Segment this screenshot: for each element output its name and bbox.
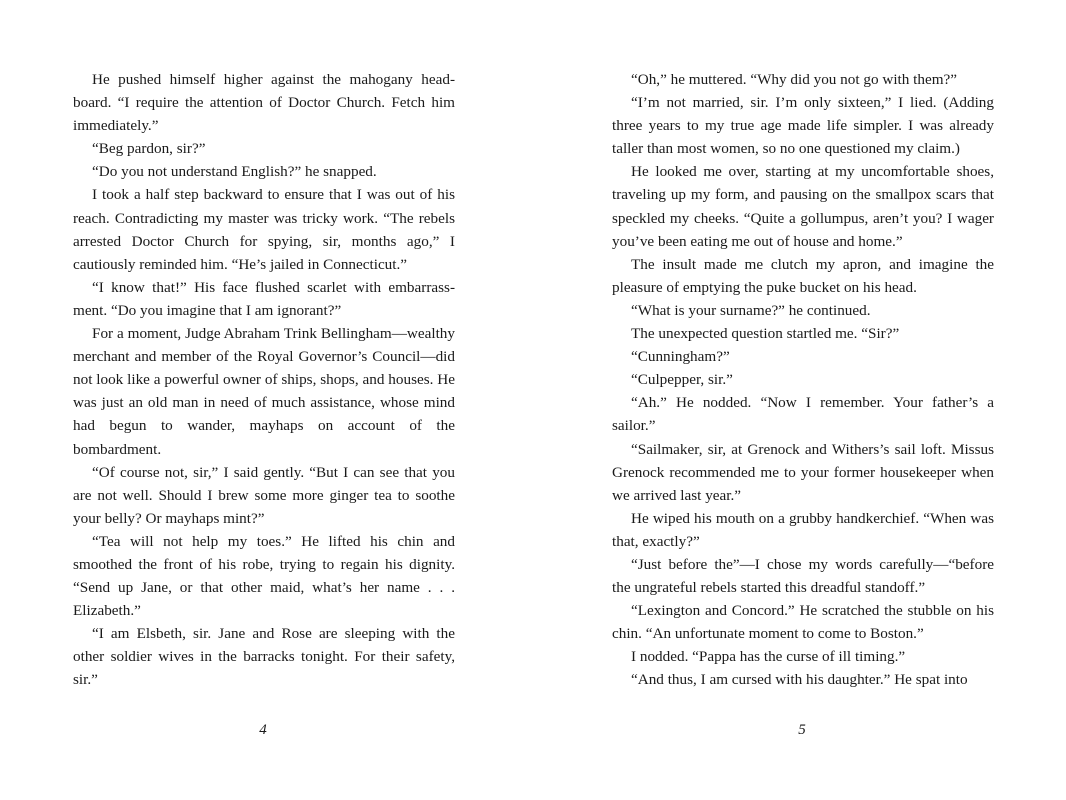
left-page-number: 4: [259, 722, 267, 738]
right-paragraph: “Just before the”—I chose my words carefully—“before the ungrateful rebels started this dreadful standoff.”: [612, 555, 994, 597]
left-paragraph: I took a half step backward to ensure that I was out of his reach. Contradicting my master was tricky work. “The rebels arrested Doctor Church for spying, sir, months ago,” I cautiously reminded him. “He’s jailed in Connecticut.”: [73, 186, 455, 273]
left-paragraph: “I know that!” His face flushed scarlet with embarrassment. “Do you imagine that I am ignorant?”: [73, 278, 455, 319]
left-paragraph: For a moment, Judge Abraham Trink Bellingham—wealthy merchant and member of the Royal Governor’s Council—did not look like a powerful owner of ships, shops, and houses. He was just an old man in need of much assistance, whose mind had begun to wander, mayhaps on account of the bombardment.: [73, 325, 455, 458]
right-paragraph: “Cunningham?”: [631, 348, 730, 366]
right-page-text: [612, 68, 994, 692]
right-paragraph: He looked me over, starting at my uncomfortable shoes, traveling up my form, and pausing on the smallpox scars that speckled my cheeks. “Quite a gollumpus, aren’t you? I wager you’ve been eating me out of house and home.”: [612, 163, 994, 250]
right-paragraph: “I’m not married, sir. I’m only sixteen,” I lied. (Adding three years to my true age made life simpler. I was already taller than most women, so no one questioned my claim.): [612, 94, 994, 158]
right-paragraph: He wiped his mouth on a grubby handkerchief. “When was that, exactly?”: [612, 509, 994, 550]
left-paragraph: “Of course not, sir,” I said gently. “But I can see that you are not well. Should I brew some more ginger tea to soothe your belly? Or mayhaps mint?”: [73, 463, 455, 527]
left-paragraph: He pushed himself higher against the mahogany headboard. “I require the attention of Doctor Church. Fetch him immediately.”: [73, 71, 455, 135]
right-paragraph: “Sailmaker, sir, at Grenock and Withers’s sail loft. Missus Grenock recommended me to your former housekeeper when we arrived last year.”: [612, 440, 994, 504]
right-page-number: 5: [798, 722, 806, 738]
right-paragraph: The unexpected question startled me. “Sir?”: [631, 325, 900, 343]
right-paragraph: “Culpepper, sir.”: [631, 371, 733, 389]
right-paragraph: “Oh,” he muttered. “Why did you not go with them?”: [631, 71, 958, 88]
right-paragraph: I nodded. “Pappa has the curse of ill timing.”: [631, 648, 906, 666]
right-paragraph: “What is your surname?” he continued.: [631, 301, 871, 319]
left-paragraph: “Tea will not help my toes.” He lifted his chin and smoothed the front of his robe, trying to regain his dignity. “Send up Jane, or that other maid, what’s her name . . . Elizabeth.”: [73, 532, 455, 620]
right-paragraph: “Lexington and Concord.” He scratched the stubble on his chin. “An unfortunate moment to come to Boston.”: [612, 602, 994, 643]
right-paragraph: “Ah.” He nodded. “Now I remember. Your father’s a sailor.”: [612, 394, 994, 435]
left-paragraph: “I am Elsbeth, sir. Jane and Rose are sleeping with the other soldier wives in the barracks tonight. For their safety, sir.”: [73, 625, 455, 689]
left-paragraph: “Do you not understand English?” he snapped.: [92, 163, 377, 181]
right-paragraph: “And thus, I am cursed with his daughter.” He spat into: [631, 671, 968, 689]
left-page-text: [73, 68, 455, 692]
left-paragraph: “Beg pardon, sir?”: [92, 140, 206, 158]
right-paragraph: The insult made me clutch my apron, and imagine the pleasure of emptying the puke bucket on his head.: [612, 255, 994, 296]
